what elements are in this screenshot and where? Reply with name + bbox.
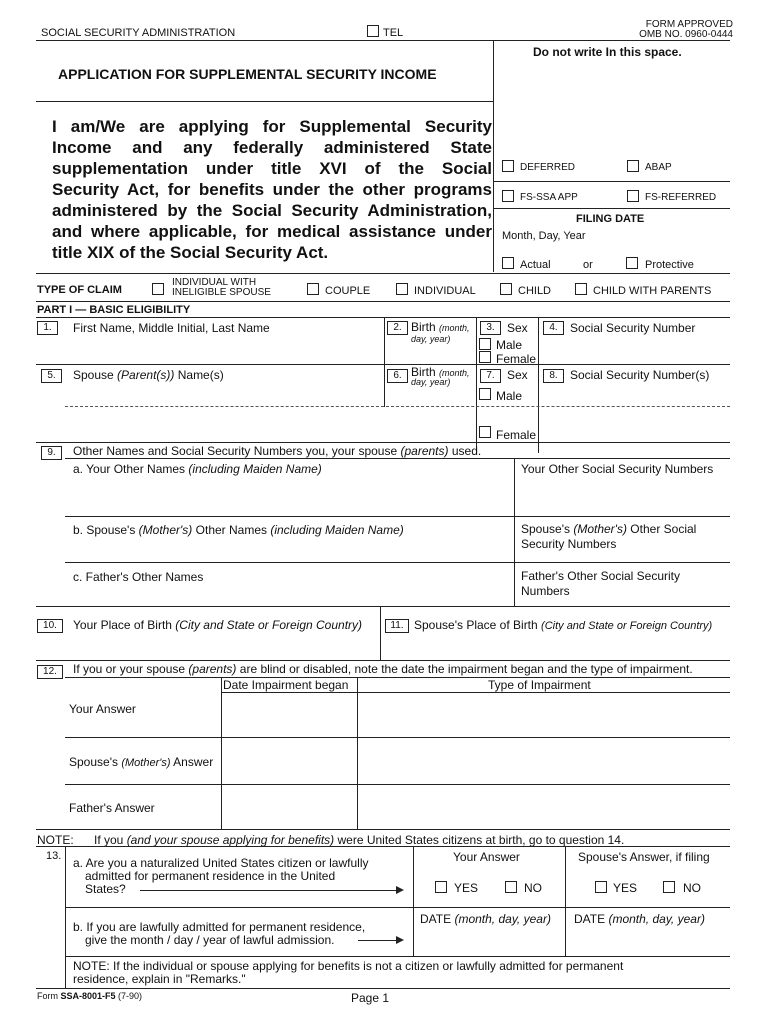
q9c-ssn-label: Father's Other Social Security Numbers [521,569,681,598]
q11-divider [380,606,381,660]
omb-number: OMB NO. 0960-0444 [639,29,733,40]
office-rule-1 [493,181,730,182]
q13a-spouse-no-checkbox[interactable] [663,881,675,893]
q12-col-divider-2 [357,677,358,829]
q9-rule [65,458,730,459]
fs-ssa-app-checkbox[interactable] [502,190,514,202]
q2-divider [384,317,385,407]
q3-male-label: Male [496,338,523,352]
fs-ssa-app-label: FS-SSA APP [520,192,578,203]
q13a-your-no-checkbox[interactable] [505,881,517,893]
application-statement: I am/We are applying for Supplemental Security Income and any federally administered State supplementation under title XVI of the Social Security Act, for benefits under the other programs administered by the Social Security Administration, and where applicable, for medical assistance under title XIX of the Social Security Act. [52,117,492,262]
q7-male-checkbox[interactable] [479,388,491,400]
q12-row-rule-1 [65,737,730,738]
form-approved: FORM APPROVED [645,19,733,30]
q12-bottom-rule [36,829,730,830]
q12-rule [65,677,730,678]
office-divider [493,40,494,272]
your-answer-header: Your Answer [453,850,520,864]
q12-col-divider-1 [221,677,222,829]
q3-divider [476,317,477,453]
q6-label: Birth (month, [411,365,470,379]
q7-female-checkbox[interactable] [479,426,491,438]
actual-checkbox[interactable] [502,257,514,269]
q6-hint: day, year) [411,377,451,387]
q9a-label: a. Your Other Names (including Maiden Name) [73,462,322,476]
q13b-spouse-date-label: DATE (month, day, year) [574,912,705,926]
type-of-claim-label: TYPE OF CLAIM [37,284,122,296]
note-text: If you (and your spouse applying for benefits) were United States citizens at birth, go to question 14. [94,833,625,847]
q13b-your-date-label: DATE (month, day, year) [420,912,551,926]
q2-hint: day, year) [411,334,451,344]
row2-rule [36,442,730,443]
tel-label: TEL [383,27,404,39]
q9-label: Other Names and Social Security Numbers you, your spouse (parents) used. [73,444,482,458]
q13-answer-divider [413,846,414,956]
q8-number: 8. [543,369,564,383]
q8-label: Social Security Number(s) [570,368,710,382]
q3-female-label: Female [496,352,537,366]
office-rule-2 [493,208,730,209]
q12-your-answer: Your Answer [69,702,136,716]
fs-referred-checkbox[interactable] [627,190,639,202]
q12-date-header: Date Impairment began [223,678,349,692]
q12-spouse-answer: Spouse's (Mother's) Answer [69,755,214,769]
q2-label: Birth (month, [411,320,470,334]
q9-number: 9. [41,446,62,460]
filing-date-label: FILING DATE [576,213,645,225]
note-rule [36,846,730,847]
header-rule [36,40,730,41]
part1-title: PART I — BASIC ELIGIBILITY [37,304,191,316]
q11-label: Spouse's Place of Birth (City and State or Foreign Country) [414,618,713,632]
couple-label: COUPLE [325,285,371,297]
claim-rule-bottom [36,301,730,302]
q13-spouse-divider [565,846,566,956]
deferred-checkbox[interactable] [502,160,514,172]
q12-father-answer: Father's Answer [69,801,155,815]
or-label: or [583,259,593,271]
q7-female-label: Female [496,428,537,442]
form-title: APPLICATION FOR SUPPLEMENTAL SECURITY INCOME [58,66,437,82]
q12-row-rule-2 [65,784,730,785]
individual-label: INDIVIDUAL [414,285,476,297]
couple-checkbox[interactable] [307,283,319,295]
q13a-your-no-label: NO [524,881,542,895]
child-label: CHILD [518,285,552,297]
q13b-label: b. If you are lawfully admitted for permanent residence, give the month / day / year of lawful admission. [73,920,366,947]
q9-bottom-rule [36,606,730,607]
page-number: Page 1 [351,991,390,1005]
q9a-rule [65,516,730,517]
q3-number: 3. [480,321,501,335]
q4-divider [538,317,539,453]
q1-label: First Name, Middle Initial, Last Name [73,321,270,335]
child-with-parents-checkbox[interactable] [575,283,587,295]
spouse-answer-header: Spouse's Answer, if filing [578,850,710,864]
row1-rule [36,364,730,365]
individual-ineligible-spouse-label: INDIVIDUAL WITH INELIGIBLE SPOUSE [172,277,271,298]
agency-name: SOCIAL SECURITY ADMINISTRATION [41,27,236,39]
q13-number: 13. [46,850,62,862]
q13a-rule [65,907,730,908]
q9a-ssn-label: Your Other Social Security Numbers [521,462,714,476]
protective-label: Protective [645,259,694,271]
do-not-write: Do not write In this space. [533,45,682,59]
q5-dashed-divider [65,406,730,407]
q13a-label: a. Are you a naturalized United States citizen or lawfully admitted for permanent residence in the United States? [73,856,369,896]
q9-ssn-divider [514,458,515,606]
form-id: Form SSA-8001-F5 (7-90) [37,991,143,1001]
q13-left-divider [65,846,66,988]
q2-number: 2. [387,321,408,335]
protective-checkbox[interactable] [626,257,638,269]
q10-number: 10. [37,619,63,633]
claim-rule-top [36,273,730,274]
q10-label: Your Place of Birth (City and State or Foreign Country) [73,618,363,632]
child-checkbox[interactable] [500,283,512,295]
q13a-spouse-yes-checkbox[interactable] [595,881,607,893]
individual-checkbox[interactable] [396,283,408,295]
q12-number: 12. [37,665,63,679]
q7-number: 7. [480,369,501,383]
child-with-parents-label: CHILD WITH PARENTS [593,285,712,297]
q13a-your-yes-label: YES [454,881,479,895]
individual-ineligible-spouse-checkbox[interactable] [152,283,164,295]
tel-checkbox[interactable] [367,25,379,37]
note-label: NOTE: [37,833,74,847]
q6-number: 6. [387,369,408,383]
q13a-arrow-icon [140,890,402,891]
q3-female-checkbox[interactable] [479,351,491,363]
q5-number: 5. [41,369,62,383]
q1-number: 1. [37,321,58,335]
q9b-rule [65,562,730,563]
q9b-label: b. Spouse's (Mother's) Other Names (including Maiden Name) [73,523,404,537]
fs-referred-label: FS-REFERRED [645,192,717,203]
q12-label: If you or your spouse (parents) are blind or disabled, note the date the impairment began and the type of impairment. [73,662,693,676]
q10-bottom-rule [36,660,730,661]
q9c-label: c. Father's Other Names [73,570,204,584]
abap-label: ABAP [645,162,672,173]
q13-note: NOTE: If the individual or spouse applying for benefits is not a citizen or lawfully admitted for permanent residence, explain in "Remarks." [73,959,624,986]
q11-number: 11. [385,619,409,633]
q3-label: Sex [507,321,528,335]
deferred-label: DEFERRED [520,162,576,173]
q4-number: 4. [543,321,564,335]
q13b-rule [65,956,730,957]
bottom-rule [36,988,730,989]
title-rule [36,101,494,102]
filing-date-format: Month, Day, Year [502,230,586,242]
part1-rule [36,317,730,318]
abap-checkbox[interactable] [627,160,639,172]
q12-type-header: Type of Impairment [488,678,591,692]
q9b-ssn-label: Spouse's (Mother's) Other Social Security Numbers [521,522,697,551]
q4-label: Social Security Number [570,321,696,335]
q12-header-rule [221,692,730,693]
q3-male-checkbox[interactable] [479,338,491,350]
q13a-spouse-yes-label: YES [613,881,638,895]
q7-label: Sex [507,368,528,382]
q13a-spouse-no-label: NO [683,881,701,895]
actual-label: Actual [520,259,551,271]
q13b-arrow-icon [358,940,402,941]
q5-label: Spouse (Parent(s)) Name(s) [73,368,224,382]
q13a-your-yes-checkbox[interactable] [435,881,447,893]
q7-male-label: Male [496,389,523,403]
